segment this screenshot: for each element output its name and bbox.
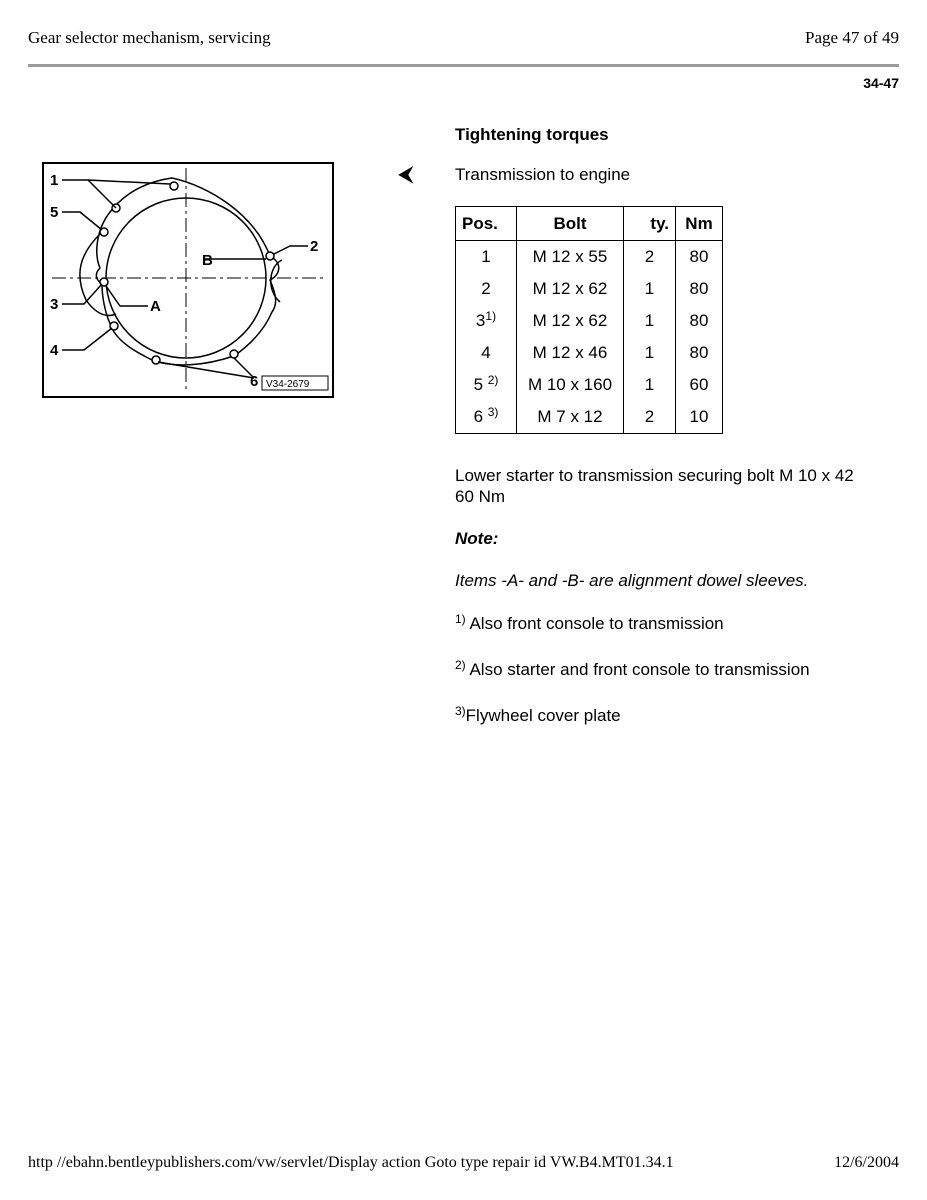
cell-ty-value: 2 [644, 247, 655, 266]
footnote-mark: 1) [455, 612, 466, 626]
cell-nm [676, 241, 723, 274]
table-row [456, 241, 723, 274]
footnote-text: Flywheel cover plate [465, 706, 621, 725]
cell-pos-value: 6 [473, 407, 488, 426]
cell-ty-value: 2 [644, 407, 655, 426]
cell-nm [676, 369, 723, 401]
cell-ty [624, 401, 676, 434]
cell-bolt-value: M 12 x 62 [532, 311, 608, 330]
page-footer [28, 1154, 899, 1172]
cell-pos [456, 241, 517, 274]
cell-pos [456, 305, 517, 337]
cell-ty [624, 273, 676, 305]
document-title: Gear selector mechanism, servicing [28, 28, 271, 47]
footnote-mark: 3) [455, 704, 466, 718]
page-number: Page 47 of 49 [805, 28, 899, 47]
table-row [456, 337, 723, 369]
label-6: 6 [250, 373, 259, 390]
section-title: Tightening torques [455, 125, 609, 144]
cell-nm [676, 305, 723, 337]
footnote-3 [455, 706, 621, 726]
cell-pos-value: 2 [481, 279, 491, 298]
cell-ty [624, 369, 676, 401]
arrow-pointer-icon: ⮜ [398, 161, 414, 186]
footer-date: 12/6/2004 [834, 1154, 899, 1171]
label-A: A [150, 298, 161, 315]
footnote-1 [455, 614, 724, 634]
footnote-text: Also front console to transmission [465, 614, 724, 633]
cell-nm-value: 80 [689, 279, 709, 298]
cell-bolt-value: M 12 x 62 [532, 279, 608, 298]
footnote-text: Also starter and front console to transmission [465, 660, 810, 679]
cell-pos-value: 4 [481, 343, 491, 362]
note-text: Items -A- and -B- are alignment dowel sleeves. [455, 571, 809, 590]
table-header-row [456, 207, 723, 241]
col-pos: Pos. [456, 207, 517, 241]
section-subtitle: Transmission to engine [455, 165, 631, 184]
cell-nm-value: 80 [689, 247, 709, 266]
cell-bolt [517, 401, 624, 434]
cell-ty [624, 337, 676, 369]
torque-table [455, 206, 723, 434]
bolt-hole-2 [266, 252, 274, 260]
bolt-hole-1 [170, 182, 178, 190]
col-nm: Nm [676, 207, 723, 241]
cell-nm [676, 337, 723, 369]
footnote-ref: 3) [487, 405, 499, 419]
label-B: B [202, 252, 213, 269]
cell-ty-value: 1 [644, 343, 655, 362]
table-row [456, 273, 723, 305]
cell-bolt [517, 369, 624, 401]
cell-nm-value: 60 [689, 375, 709, 394]
cell-nm [676, 273, 723, 305]
cell-ty-value: 1 [644, 375, 655, 394]
cell-pos [456, 369, 517, 401]
lower-starter-torque: 60 Nm [455, 487, 506, 506]
cell-ty-value: 1 [644, 311, 655, 330]
cell-bolt-value: M 7 x 12 [537, 407, 603, 426]
table-row [456, 401, 723, 434]
table-row [456, 369, 723, 401]
footnote-ref: 2) [487, 373, 499, 387]
cell-pos [456, 401, 517, 434]
label-3: 3 [50, 296, 59, 313]
bolt-hole-6b [230, 350, 238, 358]
label-5: 5 [50, 204, 59, 221]
cell-bolt [517, 273, 624, 305]
cell-bolt-value: M 12 x 55 [532, 247, 608, 266]
housing-outline [96, 178, 278, 365]
figure-ref: V34-2679 [266, 379, 310, 390]
cell-pos-value: 1 [481, 247, 491, 266]
cell-pos [456, 337, 517, 369]
cell-bolt [517, 337, 624, 369]
col-bolt: Bolt [517, 207, 624, 241]
cell-ty-value: 1 [644, 279, 655, 298]
cell-bolt [517, 241, 624, 274]
cell-bolt-value: M 10 x 160 [527, 375, 613, 394]
section-code: 34-47 [863, 75, 899, 91]
starter-cutout [271, 260, 282, 302]
cell-pos [456, 273, 517, 305]
footer-url[interactable]: http //ebahn.bentleypublishers.com/vw/servlet/Display action Goto type repair id VW.B4.MT01.34.1 [28, 1154, 674, 1171]
table-row [456, 305, 723, 337]
cell-nm-value: 80 [689, 311, 709, 330]
note-heading: Note: [455, 529, 499, 548]
footnote-mark: 2) [455, 658, 466, 672]
cell-ty [624, 305, 676, 337]
col-ty: ty. [624, 207, 676, 241]
cell-nm-value: 80 [689, 343, 709, 362]
cell-pos-value: 5 [473, 375, 488, 394]
label-4: 4 [50, 342, 59, 359]
cell-nm-value: 10 [689, 407, 709, 426]
cell-pos-value: 3 [475, 311, 486, 330]
label-1: 1 [50, 172, 59, 189]
footnote-ref: 1) [485, 309, 497, 323]
cell-bolt [517, 305, 624, 337]
cell-bolt-value: M 12 x 46 [532, 343, 608, 362]
header-divider [28, 64, 899, 67]
cell-ty [624, 241, 676, 274]
cell-nm [676, 401, 723, 434]
lower-starter-text: Lower starter to transmission securing bolt M 10 x 42 [455, 466, 854, 485]
transmission-bolt-diagram [42, 162, 334, 398]
footnote-2 [455, 660, 810, 680]
label-2: 2 [310, 238, 319, 255]
